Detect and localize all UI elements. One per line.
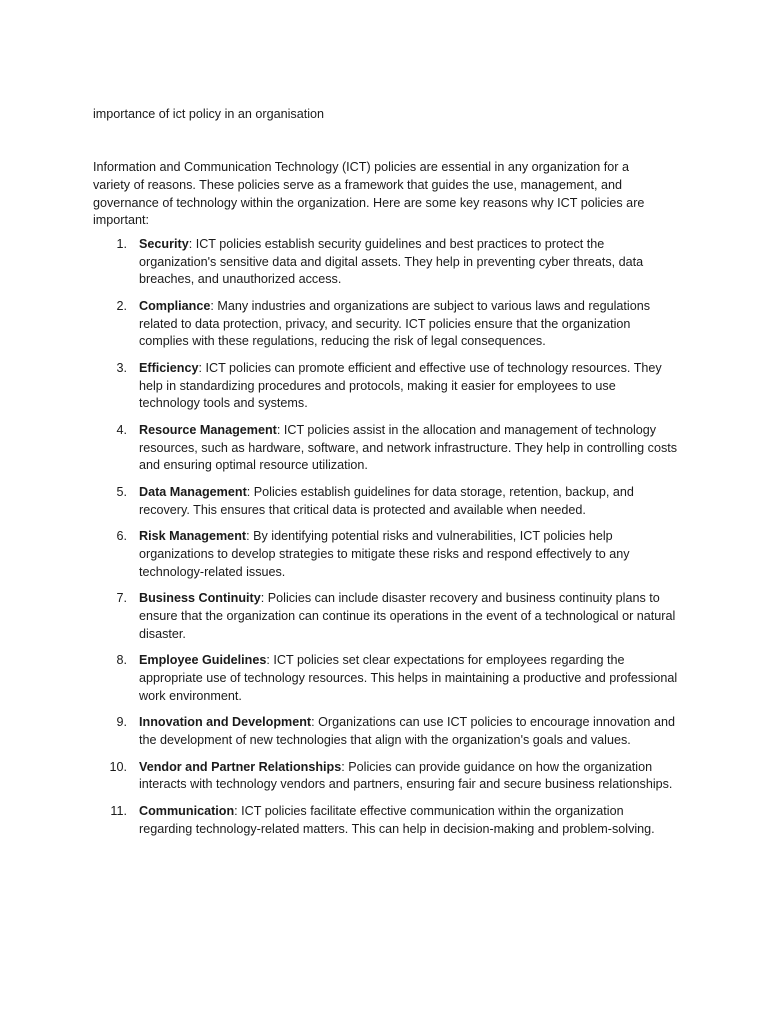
- list-item-term: Communication: [139, 804, 235, 819]
- list-item: [93, 759, 679, 794]
- list-item-term: Efficiency: [139, 361, 199, 376]
- document-page: [93, 106, 683, 847]
- list-item-number: 10.: [109, 759, 127, 774]
- list-item-term: Data Management: [139, 485, 247, 500]
- list-item-text: : ICT policies can promote efficient and effective use of technology resources. They help in standardizing procedures and protocols, making it easier for employees to use technology tools and systems.: [139, 361, 662, 411]
- list-item-text: : Policies establish guidelines for data storage, retention, backup, and recovery. This ensures that critical data is protected and available when needed.: [139, 485, 634, 517]
- list-item-text: : Policies can include disaster recovery and business continuity plans to ensure that the organization can continue its operations in the event of a technological or natural disaster.: [139, 591, 676, 641]
- list-item: [93, 298, 679, 351]
- list-item-number: 4.: [116, 423, 127, 438]
- list-item-number: 9.: [116, 715, 127, 730]
- list-item-text: : ICT policies facilitate effective communication within the organization regarding technology-related matters. This can help in decision-making and problem-solving.: [139, 804, 655, 836]
- list-item: [93, 528, 679, 581]
- list-item: [93, 590, 679, 643]
- list-item: [93, 360, 679, 413]
- list-item-term: Employee Guidelines: [139, 653, 267, 668]
- list-item-number: 11.: [110, 804, 127, 819]
- list-item-term: Resource Management: [139, 423, 277, 438]
- list-item-number: 8.: [116, 653, 127, 668]
- list-item-text: : ICT policies assist in the allocation and management of technology resources, such as hardware, software, and network infrastructure. They help in controlling costs and ensuring optimal resource utilization.: [139, 423, 678, 473]
- list-item-number: 7.: [116, 591, 127, 606]
- document-title: importance of ict policy in an organisation: [93, 107, 325, 121]
- list-item-text: : ICT policies set clear expectations for employees regarding the appropriate use of technology resources. This helps in maintaining a productive and professional work environment.: [139, 653, 678, 703]
- list-item-term: Business Continuity: [139, 591, 261, 606]
- list-item: [93, 236, 679, 289]
- list-item-number: 2.: [116, 299, 127, 314]
- list-item-term: Security: [139, 237, 189, 252]
- list-item-term: Compliance: [139, 299, 211, 314]
- list-item: [93, 803, 679, 838]
- list-item-text: : By identifying potential risks and vulnerabilities, ICT policies help organizations to develop strategies to mitigate these risks and respond effectively to any technology-related issues.: [139, 529, 630, 579]
- list-item: [93, 714, 679, 749]
- list-item-text: : Organizations can use ICT policies to encourage innovation and the development of new technologies that align with the organization's goals and values.: [139, 715, 675, 747]
- list-item-term: Innovation and Development: [139, 715, 312, 730]
- list-item-text: : ICT policies establish security guidelines and best practices to protect the organization's sensitive data and digital assets. They help in preventing cyber threats, data breaches, and unauthorized access.: [139, 237, 644, 287]
- intro-paragraph: Information and Communication Technology (ICT) policies are essential in any organization for a variety of reasons. These policies serve as a framework that guides the use, management, and governance of technology within the organization. Here are some key reasons why ICT policies are important:: [93, 160, 645, 228]
- list-item-text: : Many industries and organizations are subject to various laws and regulations related to data protection, privacy, and security. ICT policies ensure that the organization complies with these regulations, reducing the risk of legal consequences.: [139, 299, 651, 349]
- list-item: [93, 484, 679, 519]
- list-item-number: 5.: [116, 485, 127, 500]
- list-item-term: Risk Management: [139, 529, 247, 544]
- reasons-list: [93, 236, 683, 838]
- list-item-number: 3.: [116, 361, 127, 376]
- list-item-text: : Policies can provide guidance on how the organization interacts with technology vendors and partners, ensuring fair and secure business relationships.: [139, 759, 673, 792]
- list-item-number: 6.: [116, 529, 127, 544]
- list-item-number: 1.: [116, 237, 127, 252]
- list-item-term: Vendor and Partner Relationships: [139, 759, 342, 774]
- list-item: [93, 652, 679, 705]
- list-item: [93, 422, 679, 475]
